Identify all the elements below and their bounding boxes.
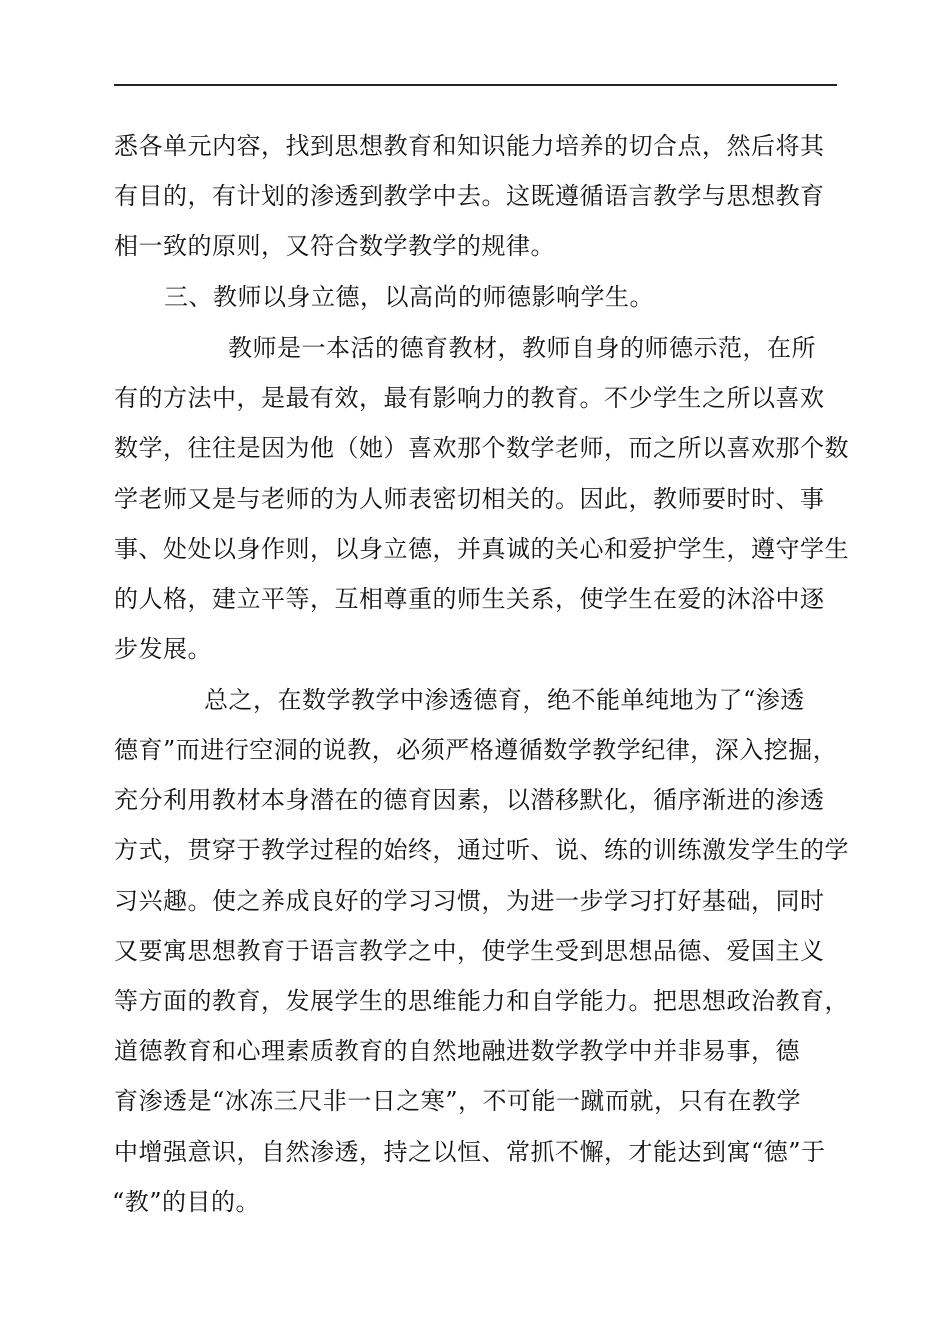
text-line: 又要寓思想教育于语言教学之中，使学生受到思想品德、爱国主义: [114, 937, 825, 965]
text-line: 步发展。: [114, 635, 212, 663]
text-line: 教师是一本活的德育教材，教师自身的师德示范，在所: [228, 334, 816, 362]
text-line: 中增强意识，自然渗透，持之以恒、常抓不懈，才能达到寓“德”于: [114, 1138, 826, 1166]
text-line: 事、处处以身作则，以身立德，并真诚的关心和爱护学生，遵守学生: [114, 535, 849, 563]
section-heading: 三、教师以身立德，以高尚的师德影响学生。: [164, 283, 654, 311]
text-line: 数学，往往是因为他（她）喜欢那个数学老师，而之所以喜欢那个数: [114, 434, 849, 462]
text-line: 有的方法中，是最有效，最有影响力的教育。不少学生之所以喜欢: [114, 384, 825, 412]
text-line: 道德教育和心理素质教育的自然地融进数学教学中并非易事，德: [114, 1037, 800, 1065]
text-line: 有目的，有计划的渗透到教学中去。这既遵循语言教学与思想教育: [114, 182, 825, 210]
header-rule: [114, 84, 837, 86]
text-line: 相一致的原则，又符合数学教学的规律。: [114, 232, 555, 260]
text-line: 总之，在数学教学中渗透德育，绝不能单纯地为了“渗透: [204, 686, 805, 714]
text-line: 充分利用教材本身潜在的德育因素，以潜移默化，循序渐进的渗透: [114, 786, 825, 814]
text-line: 学老师又是与老师的为人师表密切相关的。因此，教师要时时、事: [114, 485, 825, 513]
text-line: 等方面的教育，发展学生的思维能力和自学能力。把思想政治教育，: [114, 987, 849, 1015]
text-line: 德育”而进行空洞的说教，必须严格遵循数学教学纪律，深入挖掘，: [114, 736, 838, 764]
text-line: 方式，贯穿于教学过程的始终，通过听、说、练的训练激发学生的学: [114, 836, 849, 864]
text-line: 悉各单元内容，找到思想教育和知识能力培养的切合点，然后将其: [114, 132, 825, 160]
text-line: 育渗透是“冰冻三尺非一日之寒”，不可能一蹴而就，只有在教学: [114, 1087, 802, 1115]
text-line: “教”的目的。: [112, 1188, 261, 1216]
text-line: 的人格，建立平等，互相尊重的师生关系，使学生在爱的沐浴中逐: [114, 585, 825, 613]
text-line: 习兴趣。使之养成良好的学习习惯，为进一步学习打好基础，同时: [114, 887, 825, 915]
